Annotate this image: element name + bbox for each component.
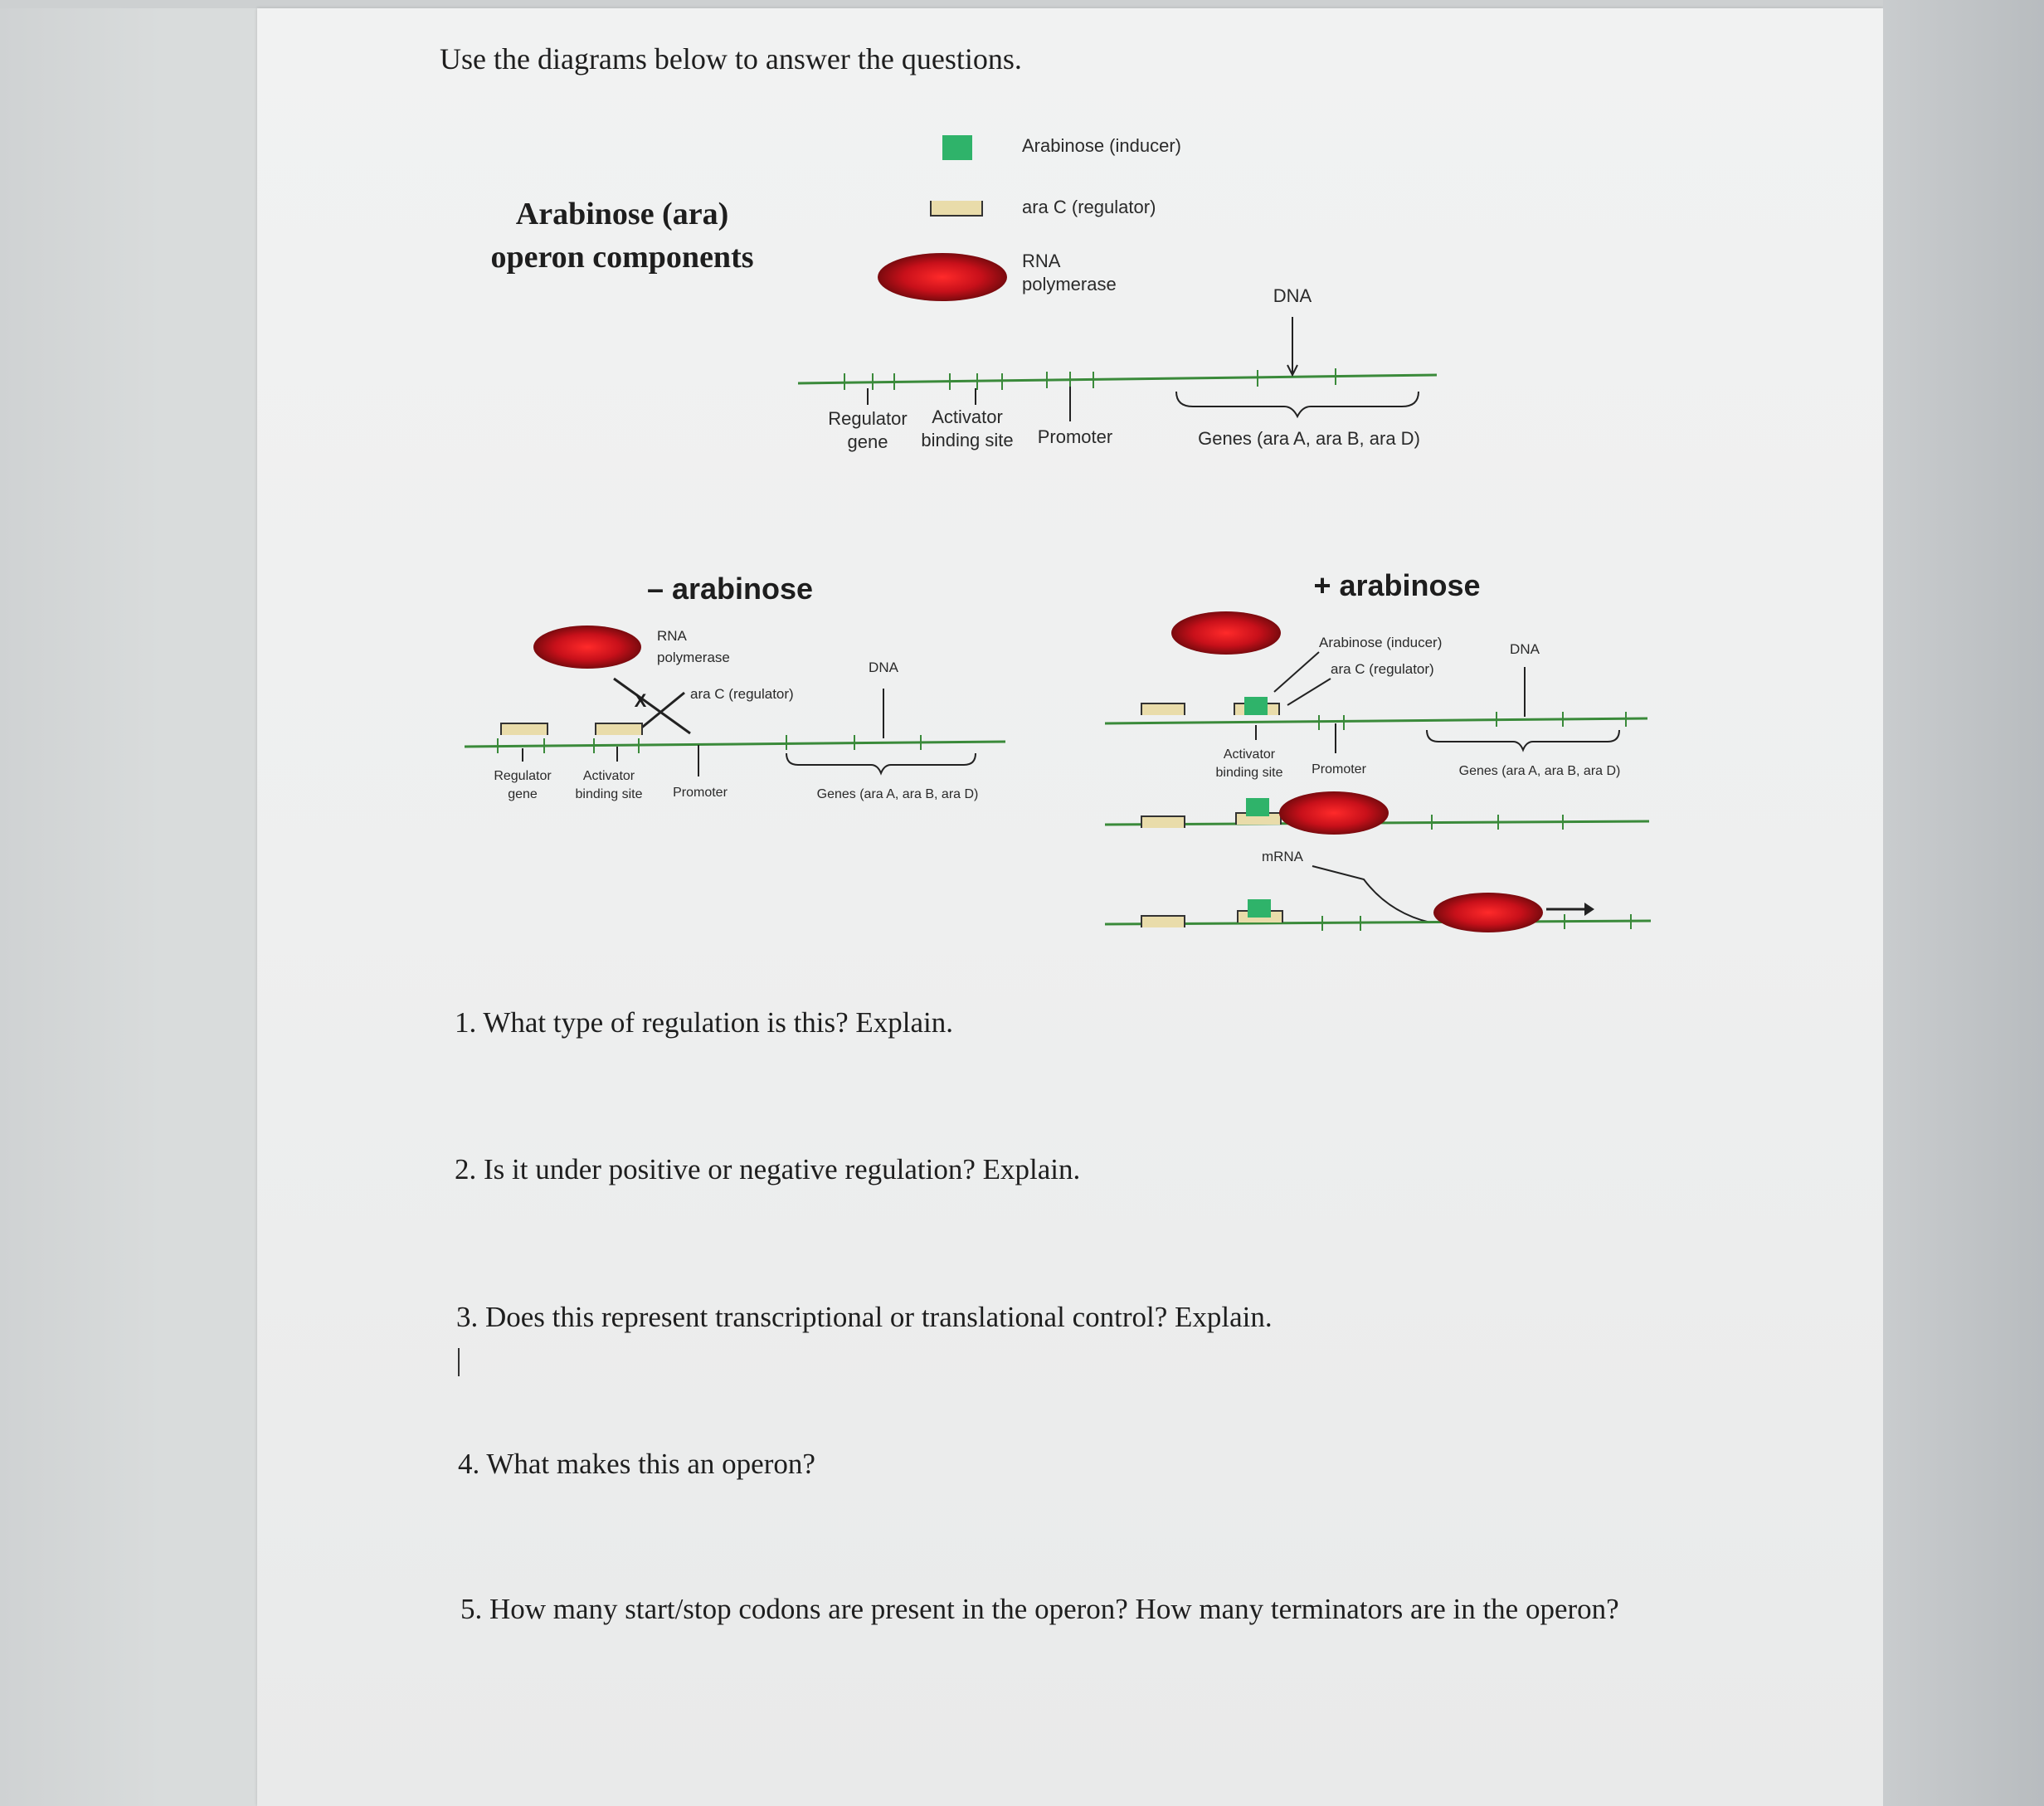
plus-regulator-label: ara C (regulator) <box>1331 661 1434 677</box>
question-2: 2. Is it under positive or negative regulation? Explain. <box>455 1153 1081 1185</box>
minus-rna-label1: RNA <box>657 628 687 644</box>
plus-regulator-gene-arac-3 <box>1141 916 1185 927</box>
plus-inducer-label: Arabinose (inducer) <box>1319 635 1443 650</box>
components-dna-label: DNA <box>1273 285 1312 306</box>
legend-regulator-label: ara C (regulator) <box>1022 197 1156 217</box>
minus-dna-label: DNA <box>869 660 898 675</box>
plus-dna-strand-3 <box>1105 914 1651 931</box>
transcription-arrow-icon <box>1546 903 1594 916</box>
plus-activator-label1: Activator <box>1223 747 1276 762</box>
minus-arabinose-heading: – arabinose <box>646 572 814 606</box>
minus-block-mark: X <box>634 690 647 711</box>
plus-activator-label2: binding site <box>1215 766 1283 780</box>
minus-activator-label1: Activator <box>582 769 635 783</box>
operon-title-line2: operon components <box>490 240 754 275</box>
minus-rna-label2: polymerase <box>657 650 730 665</box>
text-cursor <box>458 1348 460 1376</box>
components-dna-strand <box>798 368 1437 390</box>
minus-genes-label: Genes (ara A, ara B, ara D) <box>816 787 979 801</box>
components-activator-label2: binding site <box>921 430 1014 450</box>
plus-rna-polymerase-bound <box>1279 791 1389 835</box>
plus-inducer-bound-1 <box>1244 697 1268 715</box>
arabinose-inducer-icon <box>942 135 972 160</box>
question-3: 3. Does this represent transcriptional or translational control? Explain. <box>456 1301 1273 1333</box>
legend-polymerase-label1: RNA <box>1022 251 1061 271</box>
minus-rna-polymerase-icon <box>533 626 641 669</box>
plus-mrna-label: mRNA <box>1261 849 1304 864</box>
minus-activator-arac <box>596 723 642 735</box>
components-activator-label1: Activator <box>932 406 1003 427</box>
question-4: 4. What makes this an operon? <box>458 1448 815 1480</box>
question-5: 5. How many start/stop codons are present in the operon? How many terminators are in the operon? <box>460 1593 1619 1625</box>
minus-regulator-label1: Regulator <box>494 769 552 783</box>
plus-dna-label: DNA <box>1510 641 1540 657</box>
components-promoter-label: Promoter <box>1037 426 1113 447</box>
plus-dna-strand-1 <box>1105 712 1647 730</box>
rna-polymerase-icon <box>878 253 1007 301</box>
minus-activator-label2: binding site <box>575 787 643 801</box>
plus-rna-polymerase-icon <box>1171 611 1281 655</box>
plus-promoter-label: Promoter <box>1312 762 1366 776</box>
components-regulator-label2: gene <box>847 431 888 452</box>
question-1: 1. What type of regulation is this? Explain. <box>455 1006 954 1039</box>
arac-regulator-icon <box>931 201 982 216</box>
plus-genes-label: Genes (ara A, ara B, ara D) <box>1458 764 1621 778</box>
plus-rna-polymerase-moving <box>1433 893 1543 932</box>
plus-pointers <box>1274 652 1619 753</box>
minus-promoter-label: Promoter <box>673 786 728 800</box>
legend-polymerase-label2: polymerase <box>1022 274 1117 295</box>
minus-dna-strand <box>465 735 1005 753</box>
components-regulator-label1: Regulator <box>828 408 908 429</box>
plus-regulator-gene-arac-2 <box>1141 816 1185 828</box>
minus-regulator-gene-arac <box>501 723 548 735</box>
intro-text: Use the diagrams below to answer the questions. <box>440 42 1022 75</box>
operon-title-line1: Arabinose (ara) <box>515 197 729 231</box>
plus-inducer-bound-3 <box>1248 899 1271 918</box>
minus-regulator-label2: gene <box>508 787 538 801</box>
legend-inducer-label: Arabinose (inducer) <box>1022 135 1181 156</box>
minus-regulator-label: ara C (regulator) <box>690 686 794 702</box>
plus-regulator-gene-arac-1 <box>1141 703 1185 715</box>
plus-inducer-bound-2 <box>1246 798 1269 816</box>
components-genes-label: Genes (ara A, ara B, ara D) <box>1198 428 1420 449</box>
plus-arabinose-heading: + arabinose <box>1313 568 1481 602</box>
